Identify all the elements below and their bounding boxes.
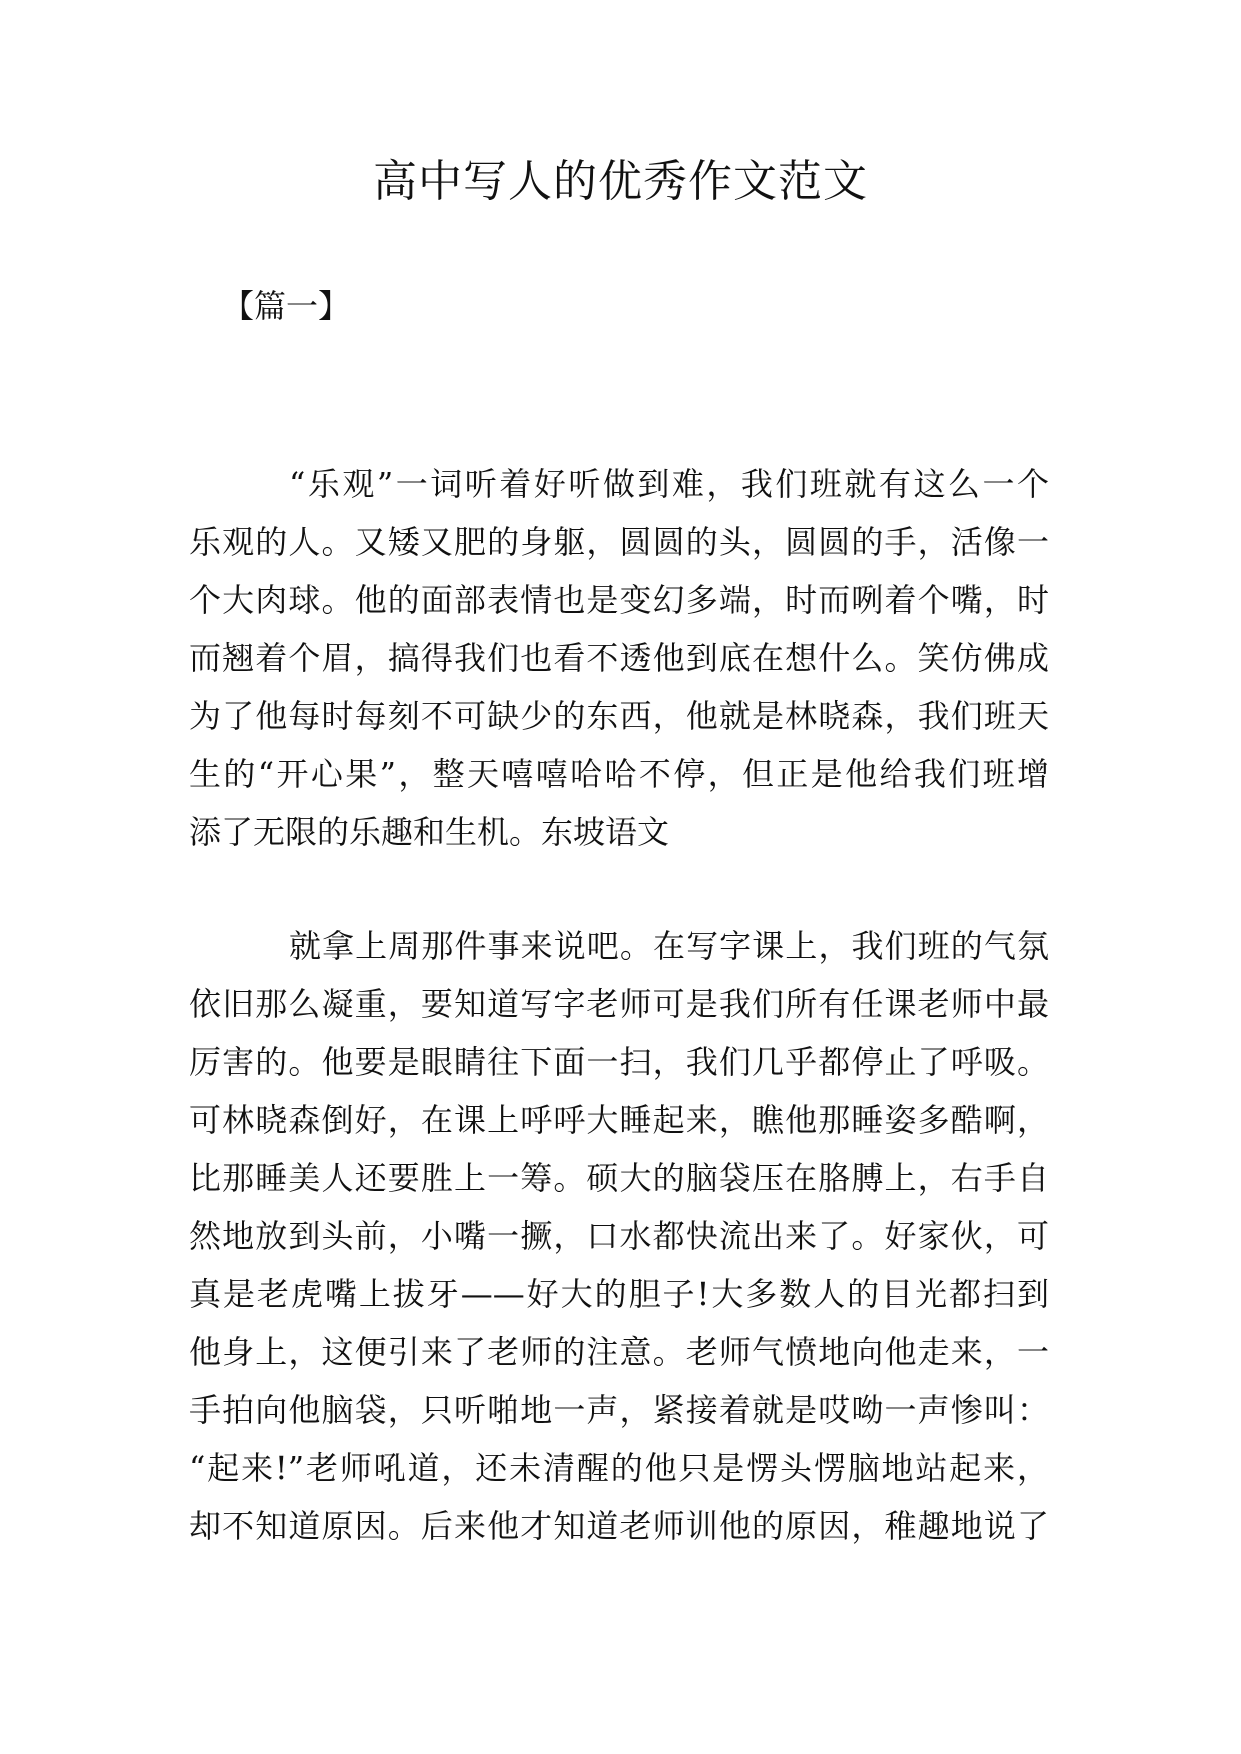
paragraph-line: 比那睡美人还要胜上一筹。硕大的脑袋压在胳膊上，右手自 <box>189 1159 1049 1197</box>
paragraph-line: 然地放到头前，小嘴一撅，口水都快流出来了。好家伙，可 <box>189 1217 1049 1255</box>
paragraph-line: 为了他每时每刻不可缺少的东西，他就是林晓森，我们班天 <box>189 697 1049 735</box>
paragraph-line: 厉害的。他要是眼睛往下面一扫，我们几乎都停止了呼吸。 <box>189 1043 1049 1081</box>
paragraph-line: 依旧那么凝重，要知道写字老师可是我们所有任课老师中最 <box>189 985 1049 1023</box>
paragraph-line: 个大肉球。他的面部表情也是变幻多端，时而咧着个嘴，时 <box>189 581 1049 619</box>
paragraph-line: 可林晓森倒好，在课上呼呼大睡起来，瞧他那睡姿多酷啊， <box>189 1101 1049 1139</box>
paragraph-line: 添了无限的乐趣和生机。东坡语文 <box>189 813 670 851</box>
paragraph-line: 而翘着个眉，搞得我们也看不透他到底在想什么。笑仿佛成 <box>189 639 1049 677</box>
paragraph-line: 却不知道原因。后来他才知道老师训他的原因，稚趣地说了 <box>189 1507 1049 1545</box>
section-label: 【篇一】 <box>222 287 351 325</box>
paragraph-line: 生的“开心果”，整天嘻嘻哈哈不停，但正是他给我们班增 <box>189 755 1049 793</box>
paragraph-line: 手拍向他脑袋，只听啪地一声，紧接着就是哎呦一声惨叫： <box>189 1391 1049 1429</box>
document-title: 高中写人的优秀作文范文 <box>373 156 868 207</box>
paragraph-line: “乐观”一词听着好听做到难，我们班就有这么一个 <box>289 465 1049 503</box>
paragraph-1 <box>189 455 1049 861</box>
paragraph-2 <box>189 917 1049 1555</box>
paragraph-line: 乐观的人。又矮又肥的身躯，圆圆的头，圆圆的手，活像一 <box>189 523 1049 561</box>
paragraph-line: 他身上，这便引来了老师的注意。老师气愤地向他走来，一 <box>189 1333 1049 1371</box>
paragraph-line: “起来!”老师吼道，还未清醒的他只是愣头愣脑地站起来， <box>189 1449 1049 1487</box>
paragraph-line: 真是老虎嘴上拔牙——好大的胆子!大多数人的目光都扫到 <box>189 1275 1049 1313</box>
paragraph-line: 就拿上周那件事来说吧。在写字课上，我们班的气氛 <box>289 927 1049 965</box>
